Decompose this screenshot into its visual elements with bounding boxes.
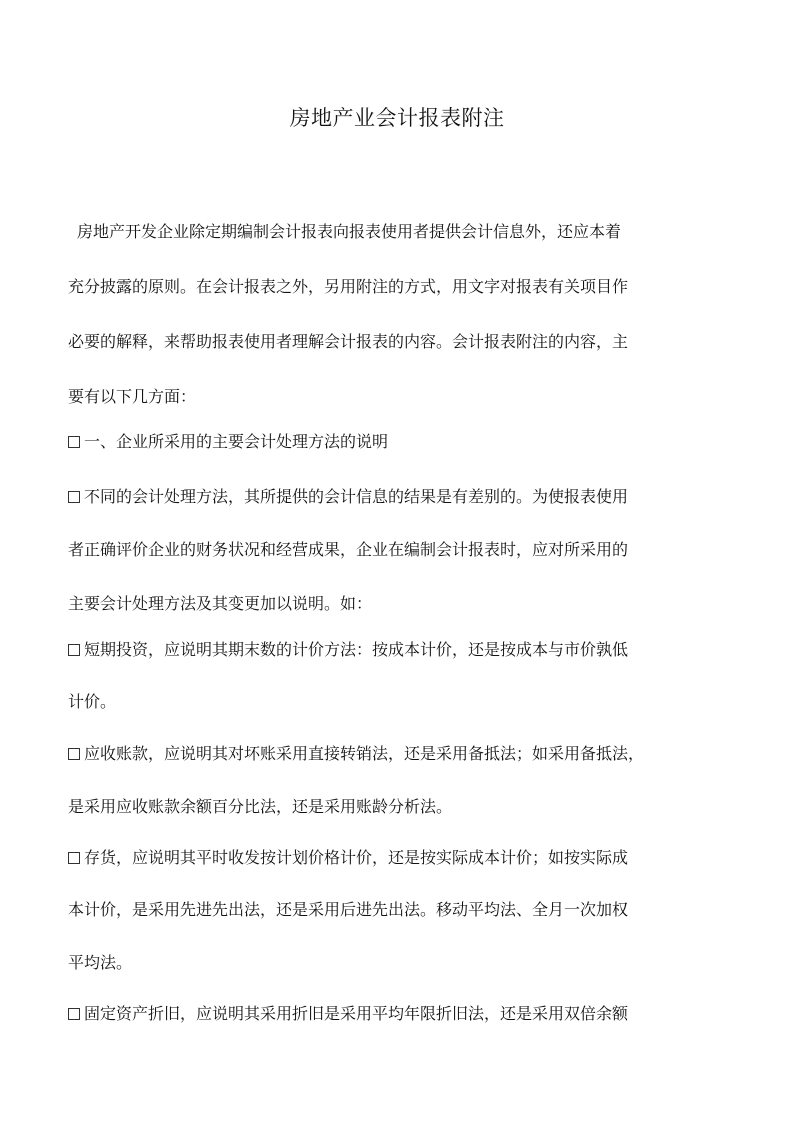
paragraph-3-line-1: 不同的会计处理方法，其所提供的会计信息的结果是有差别的。为使报表使用 — [68, 485, 732, 509]
paragraph-6-line-1: 存货，应说明其平时收发按计划价格计价，还是按实际成本计价；如按实际成 — [68, 846, 732, 870]
paragraph-2-line-1: 一、企业所采用的主要会计处理方法的说明 — [68, 430, 732, 454]
document-title: 房地产业会计报表附注 — [289, 106, 505, 130]
paragraph-5-line-1: 应收账款，应说明其对坏账采用直接转销法，还是采用备抵法；如采用备抵法， — [68, 742, 732, 766]
paragraph-6-line-2: 本计价，是采用先进先出法，还是采用后进先出法。移动平均法、全月一次加权 — [68, 900, 629, 919]
paragraph-5-line-2: 是采用应收账款余额百分比法，还是采用账龄分析法。 — [68, 797, 453, 816]
checkbox-icon — [68, 748, 80, 760]
checkbox-icon — [68, 852, 80, 864]
checkbox-icon — [68, 644, 80, 656]
paragraph-3-line-3: 主要会计处理方法及其变更加以说明。如： — [68, 594, 373, 613]
checkbox-icon — [68, 436, 80, 448]
paragraph-1-line-1: 房地产开发企业除定期编制会计报表向报表使用者提供会计信息外，还应本着 — [77, 222, 622, 241]
paragraph-7-line-1: 固定资产折旧，应说明其采用折旧是采用平均年限折旧法，还是采用双倍余额 — [68, 1002, 732, 1026]
checkbox-icon — [68, 491, 80, 503]
checkbox-icon — [68, 1008, 80, 1020]
paragraph-4-line-1: 短期投资，应说明其期末数的计价方法：按成本计价，还是按成本与市价孰低 — [68, 638, 732, 662]
paragraph-3-line-2: 者正确评价企业的财务状况和经营成果，企业在编制会计报表时，应对所采用的 — [68, 540, 629, 559]
paragraph-1-line-4: 要有以下几方面： — [68, 387, 197, 406]
paragraph-6-line-3: 平均法。 — [68, 953, 133, 972]
paragraph-1-line-3: 必要的解释，来帮助报表使用者理解会计报表的内容。会计报表附注的内容，主 — [68, 332, 629, 351]
paragraph-4-line-2: 计价。 — [68, 692, 117, 711]
paragraph-1-line-2: 充分披露的原则。在会计报表之外，另用附注的方式，用文字对报表有关项目作 — [68, 277, 629, 296]
